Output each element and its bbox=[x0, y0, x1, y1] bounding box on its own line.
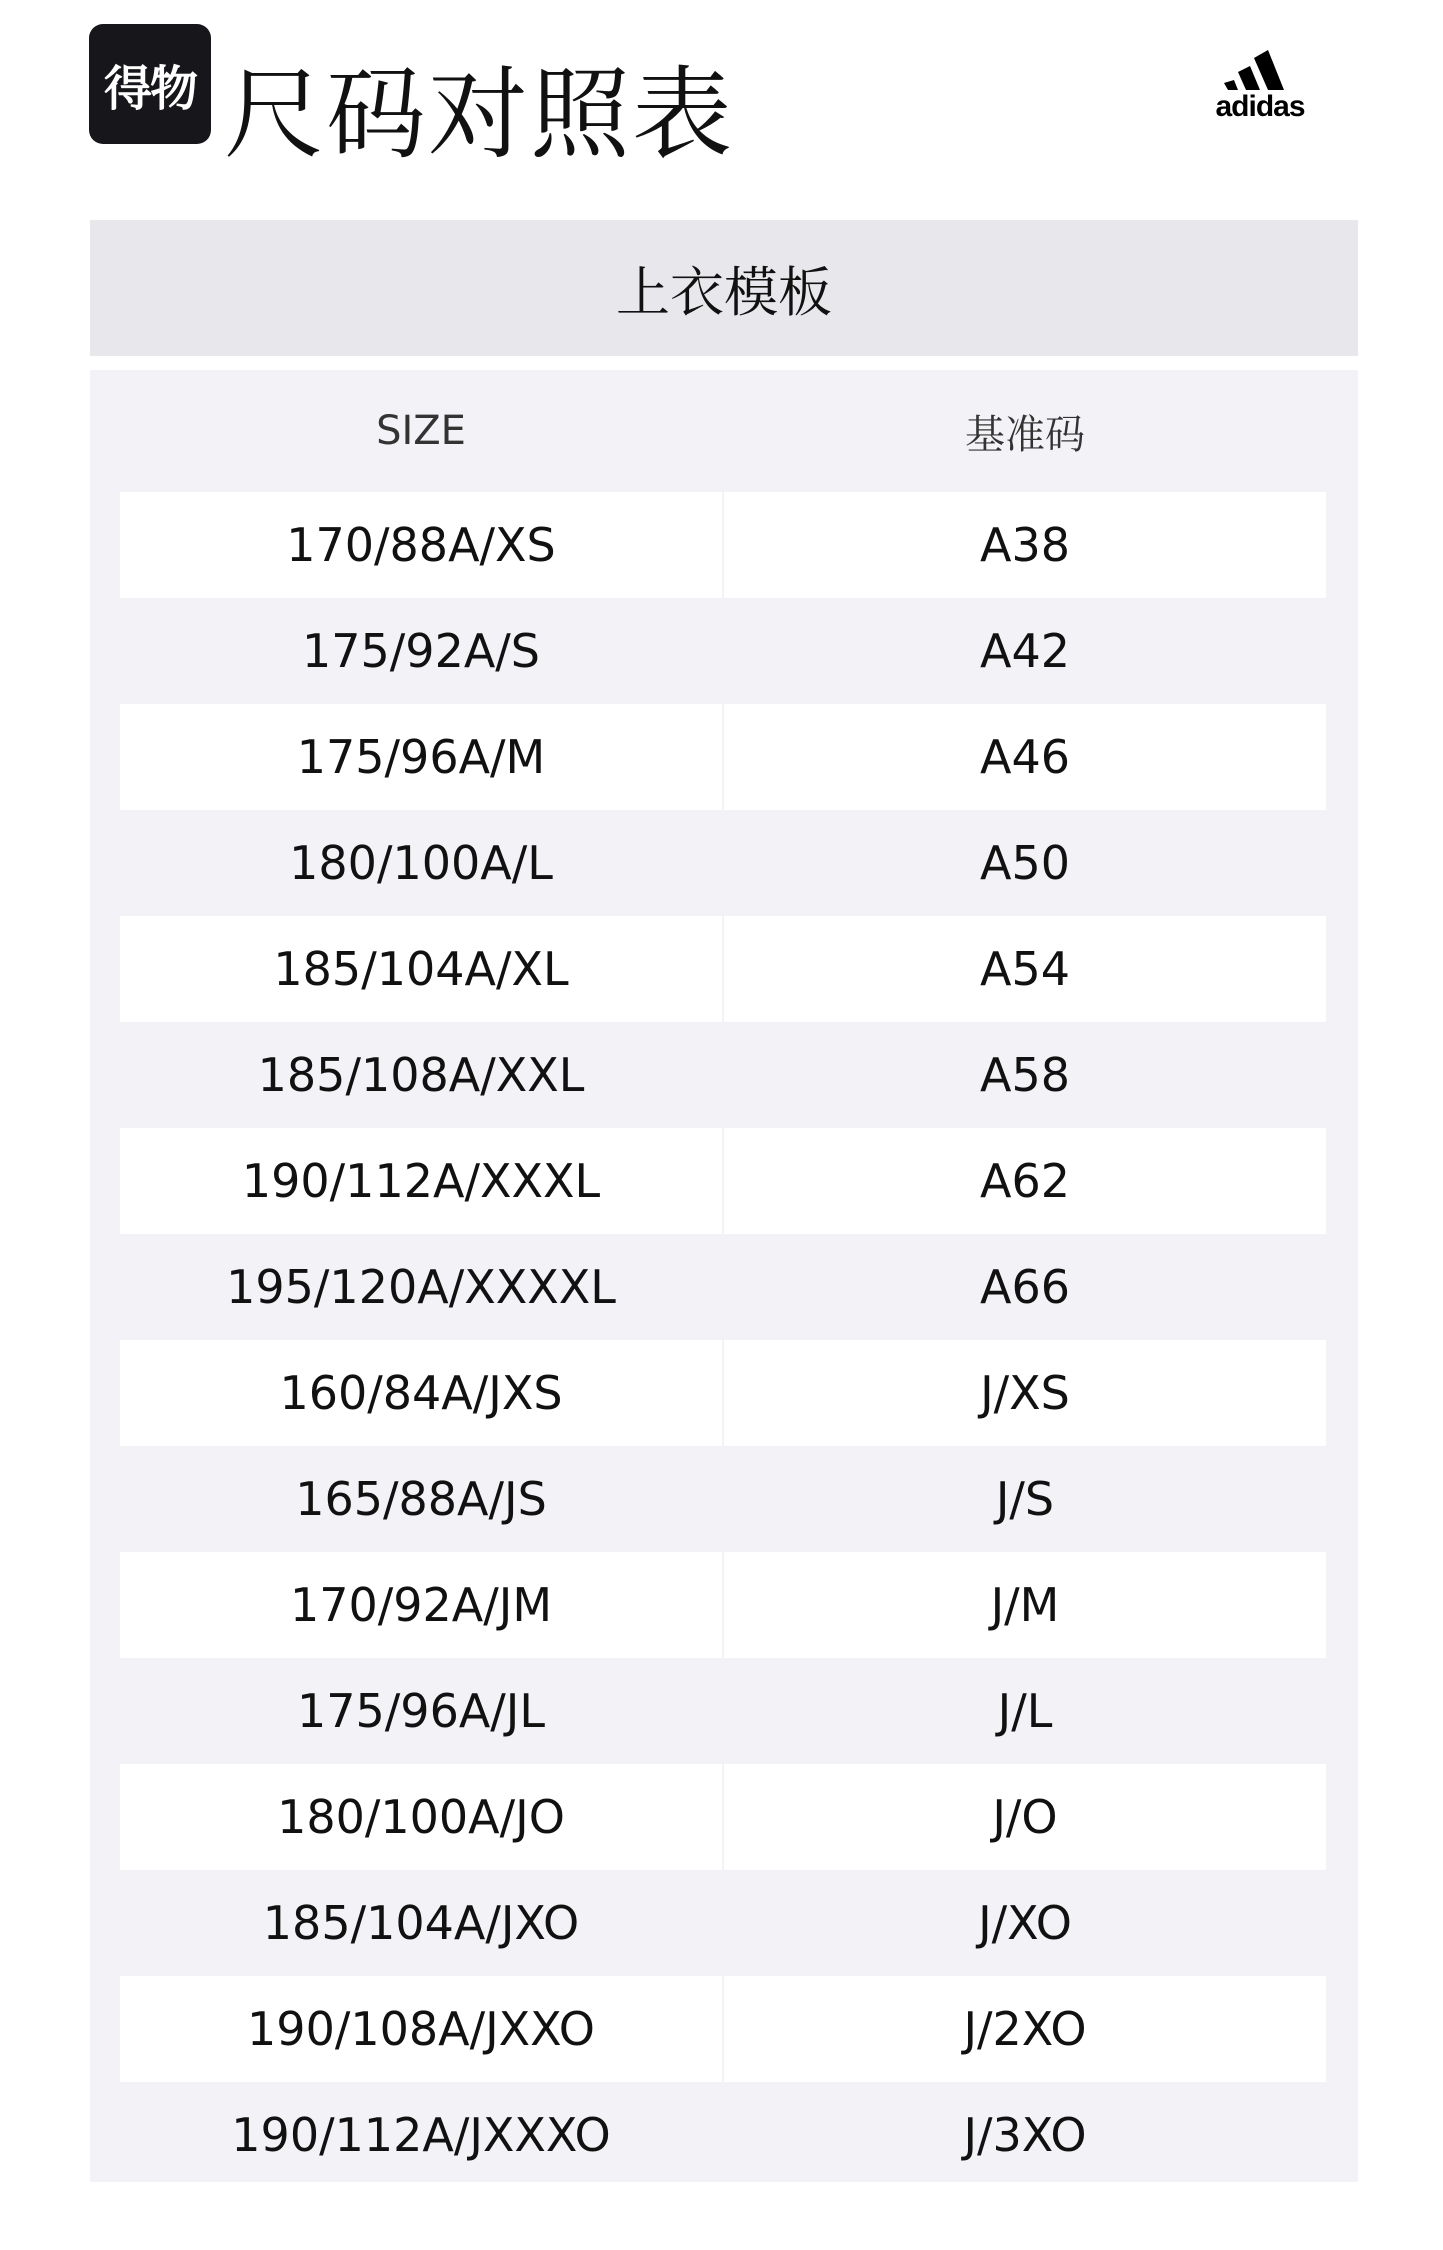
base-size-cell: A50 bbox=[979, 836, 1070, 890]
header bbox=[0, 0, 1443, 210]
column-header-base-size: 基准码 bbox=[965, 411, 1085, 458]
table-row bbox=[120, 810, 1326, 916]
base-size-cell: J/L bbox=[997, 1684, 1053, 1738]
table-row bbox=[120, 704, 1326, 810]
size-cell: 190/108A/JXXO bbox=[120, 1976, 722, 2082]
base-size-cell: J/3XO bbox=[963, 2108, 1087, 2162]
size-cell: 170/92A/JM bbox=[120, 1552, 722, 1658]
table-row bbox=[120, 1764, 1326, 1870]
table-row bbox=[120, 1658, 1326, 1764]
size-table bbox=[90, 370, 1358, 2182]
table-row bbox=[120, 1870, 1326, 1976]
base-size-cell: A62 bbox=[724, 1128, 1326, 1234]
size-cell: 185/108A/XXL bbox=[257, 1048, 585, 1102]
table-row bbox=[120, 1446, 1326, 1552]
table-row bbox=[120, 1340, 1326, 1446]
size-cell: 190/112A/JXXXO bbox=[231, 2108, 611, 2162]
base-size-cell: A38 bbox=[724, 492, 1326, 598]
table-row bbox=[120, 1552, 1326, 1658]
size-cell: 175/96A/M bbox=[120, 704, 722, 810]
base-size-cell: J/XS bbox=[724, 1340, 1326, 1446]
base-size-cell: A58 bbox=[979, 1048, 1070, 1102]
table-row bbox=[120, 1976, 1326, 2082]
size-cell: 160/84A/JXS bbox=[120, 1340, 722, 1446]
base-size-cell: J/XO bbox=[978, 1896, 1072, 1950]
base-size-cell: A42 bbox=[979, 624, 1070, 678]
column-header-size: SIZE bbox=[376, 408, 466, 454]
size-cell: 170/88A/XS bbox=[120, 492, 722, 598]
adidas-stripes-icon bbox=[1224, 44, 1300, 90]
brand-name: adidas bbox=[1215, 90, 1305, 123]
table-row bbox=[120, 1022, 1326, 1128]
size-cell: 165/88A/JS bbox=[295, 1472, 547, 1526]
app-logo bbox=[89, 24, 211, 144]
base-size-cell: A54 bbox=[724, 916, 1326, 1022]
size-cell: 190/112A/XXXL bbox=[120, 1128, 722, 1234]
size-cell: 185/104A/XL bbox=[120, 916, 722, 1022]
page-title: 尺码对照表 bbox=[224, 56, 734, 173]
table-row bbox=[120, 1128, 1326, 1234]
table-row bbox=[120, 598, 1326, 704]
section-title: 上衣模板 bbox=[616, 260, 832, 324]
app-logo-text: 得物 bbox=[103, 60, 196, 117]
base-size-cell: J/2XO bbox=[724, 1976, 1326, 2082]
size-cell: 195/120A/XXXXL bbox=[226, 1260, 616, 1314]
base-size-cell: J/S bbox=[995, 1472, 1055, 1526]
table-row bbox=[120, 916, 1326, 1022]
table-row bbox=[120, 1234, 1326, 1340]
size-cell: 175/96A/JL bbox=[297, 1684, 545, 1738]
base-size-cell: J/O bbox=[724, 1764, 1326, 1870]
size-cell: 180/100A/JO bbox=[120, 1764, 722, 1870]
section-header bbox=[90, 220, 1358, 356]
table-header bbox=[120, 370, 1326, 492]
table-row bbox=[120, 2082, 1326, 2188]
table-row bbox=[120, 492, 1326, 598]
size-cell: 185/104A/JXO bbox=[262, 1896, 580, 1950]
base-size-cell: J/M bbox=[724, 1552, 1326, 1658]
size-cell: 175/92A/S bbox=[302, 624, 540, 678]
brand-logo bbox=[1200, 44, 1320, 124]
base-size-cell: A46 bbox=[724, 704, 1326, 810]
size-cell: 180/100A/L bbox=[289, 836, 553, 890]
base-size-cell: A66 bbox=[979, 1260, 1070, 1314]
